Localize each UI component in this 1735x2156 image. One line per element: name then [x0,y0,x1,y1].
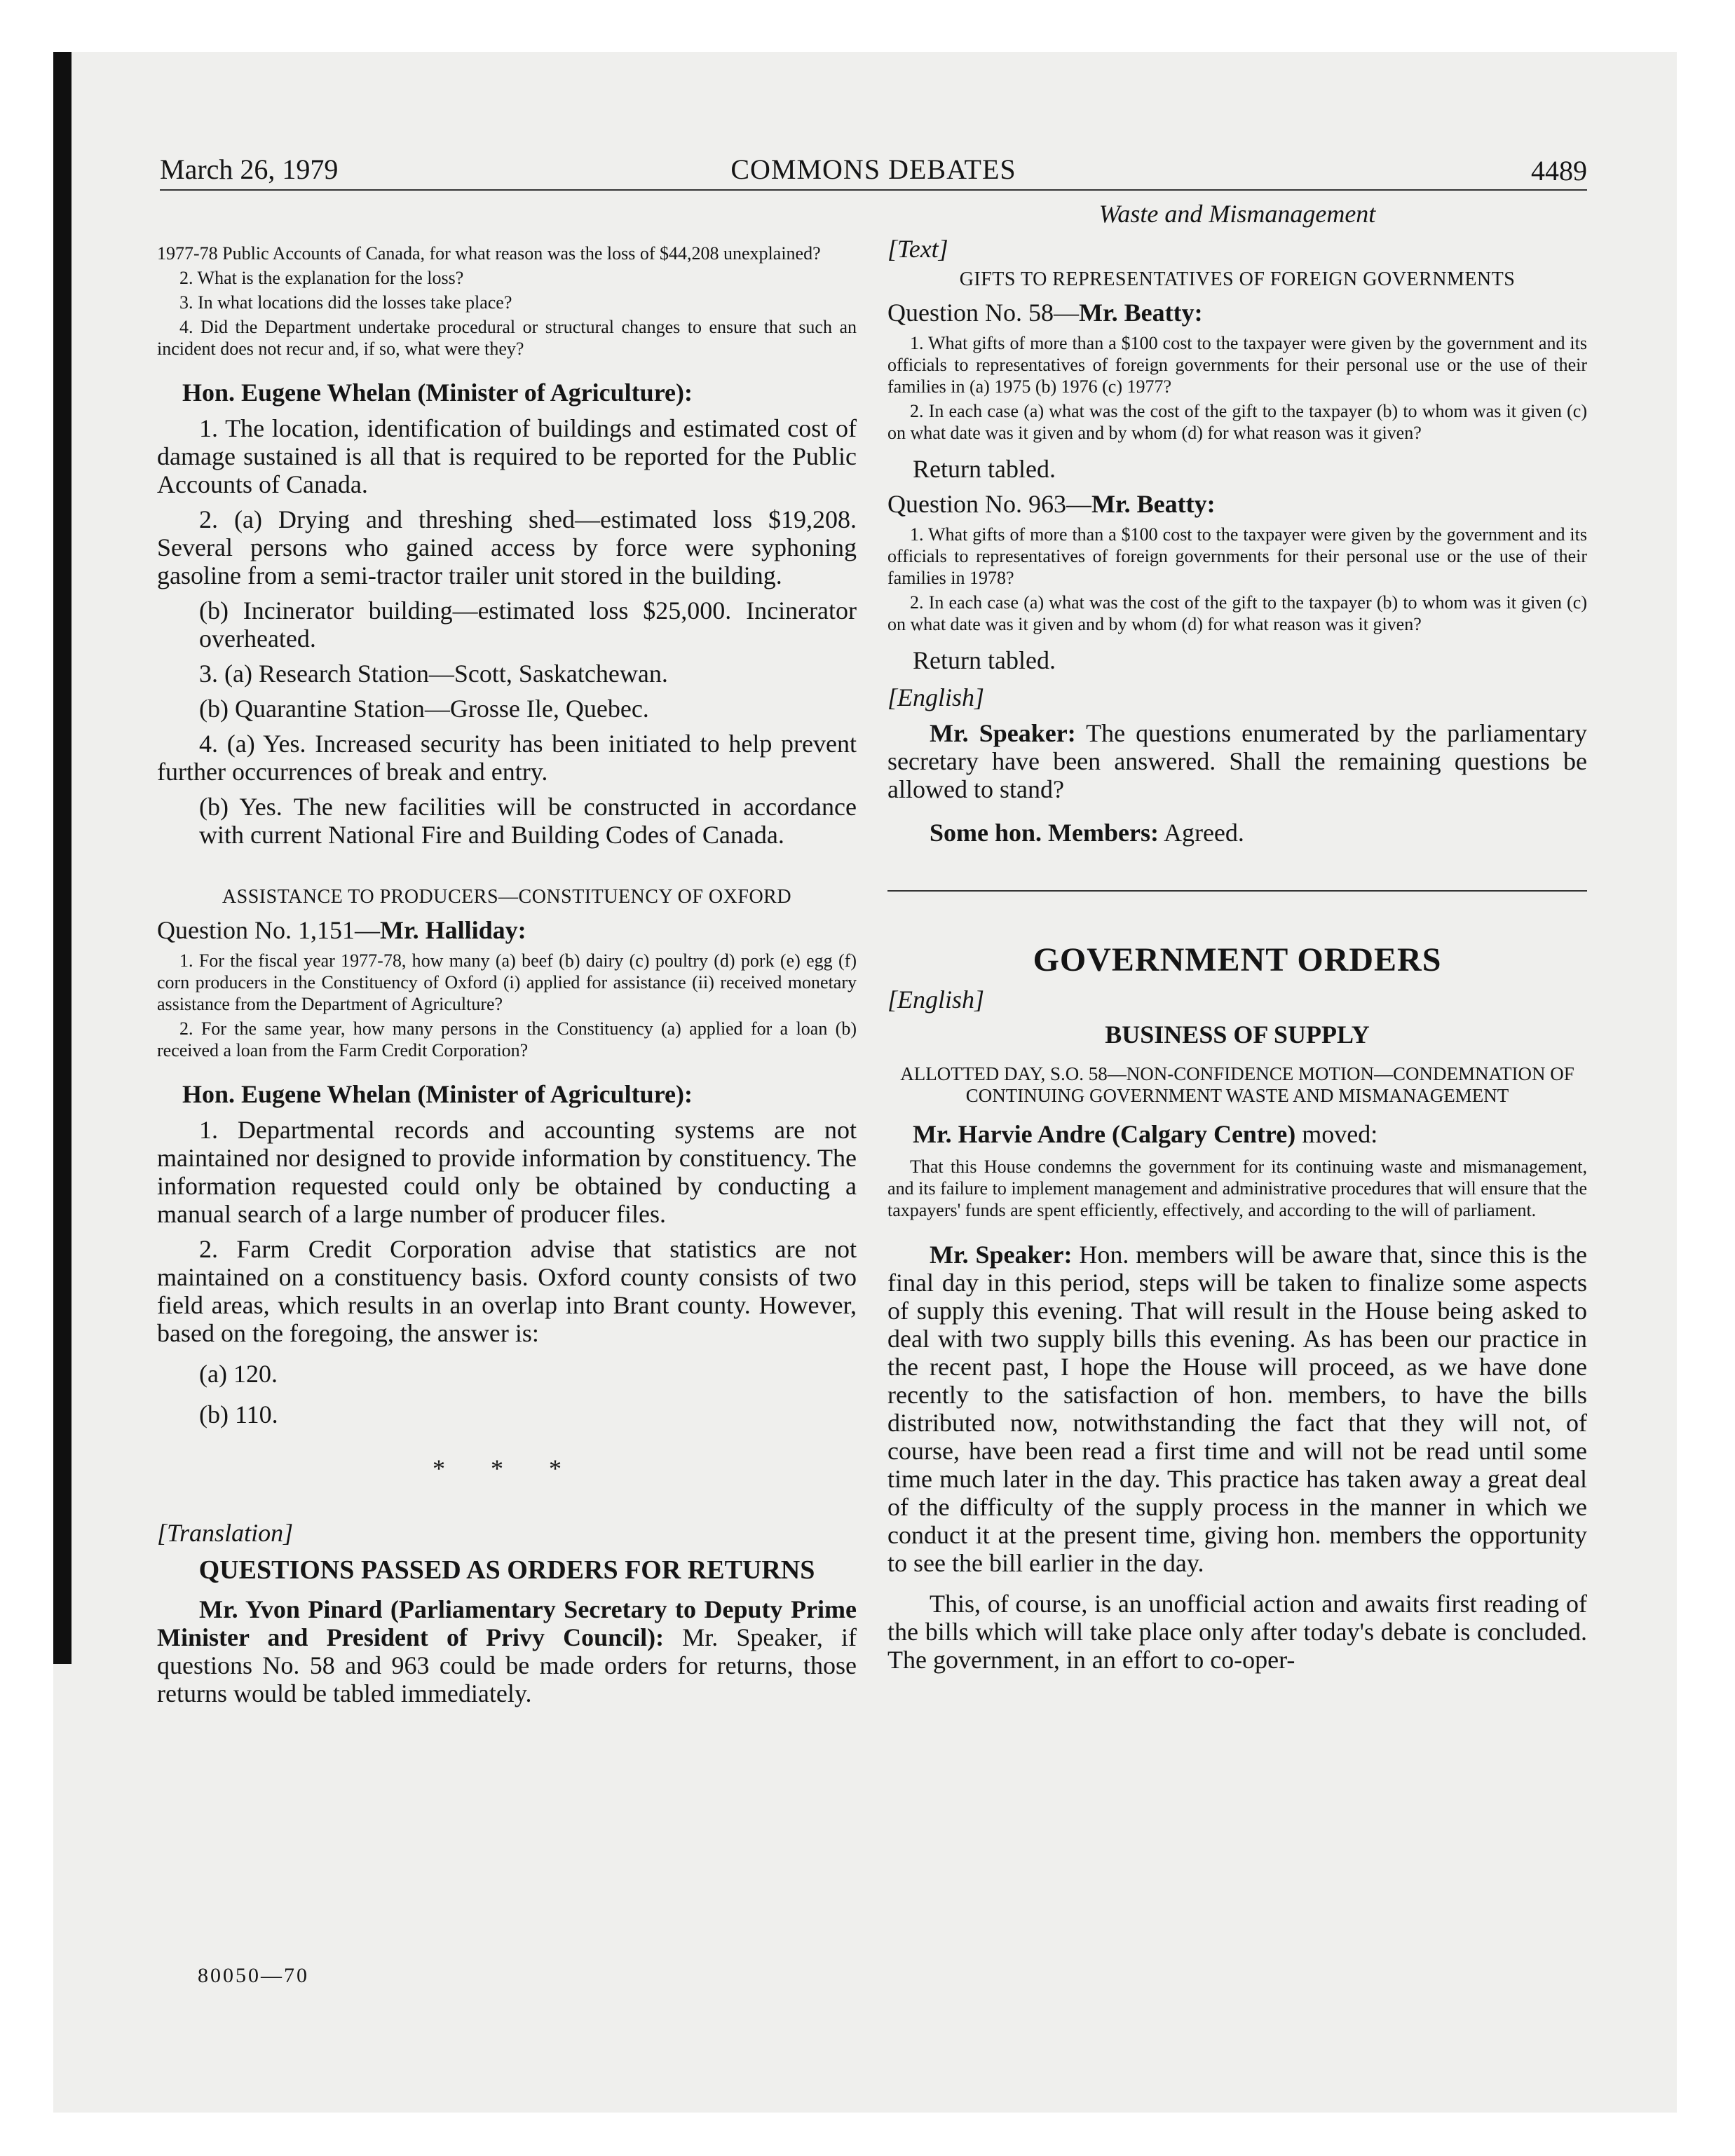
question-item: 1. What gifts of more than a $100 cost to the taxpayer were given by the government and its officials to representatives of foreign governments for their personal use or the use of their families in 1978? [887,524,1587,588]
question-label: Question No. 58— [887,299,1079,327]
question-item: 2. What is the explanation for the loss? [179,268,464,288]
speaker-name: Mr. Harvie Andre (Calgary Centre) [913,1120,1296,1148]
sub-heading: BUSINESS OF SUPPLY [1105,1021,1370,1049]
return-tabled: Return tabled. [913,646,1056,674]
speech-paragraph [887,1241,1587,1577]
page-header [160,147,1587,191]
answer-paragraph: (b) Quarantine Station—Grosse Ile, Quebec. [199,695,649,723]
section-heading: GIFTS TO REPRESENTATIVES OF FOREIGN GOVERNMENTS [959,268,1516,290]
answer-paragraph: 2. (a) Drying and threshing shed—estimated loss $19,208. Several persons who gained access by force were syphoning gasoline from a semi-tractor trailer unit stored in the building. [157,505,857,589]
question-item: 3. In what locations did the losses take place? [179,292,512,313]
speech-paragraph [887,719,1587,803]
speaker-name: Hon. Eugene Whelan (Minister of Agriculture): [182,1080,693,1108]
question-item: 1. What gifts of more than a $100 cost to the taxpayer were given by the government and its officials to representatives of foreign governments for their personal use or the use of their families in (a) 1975 (b) 1976 (c) 1977? [887,333,1587,397]
answer-paragraph: 2. Farm Credit Corporation advise that statistics are not maintained on a constituency basis. Oxford county consists of two field areas, which results in an overlap into Brant county. However, based on the foregoing, the answer is: [157,1235,857,1347]
question-item: 2. In each case (a) what was the cost of the gift to the taxpayer (b) to whom was it given (c) on what date was it given and by whom (d) for what reason was it given? [887,401,1587,443]
speech-text: Hon. members will be aware that, since this is the final day in this period, steps will be taken to finalize some aspects of supply this evening. That will result in the House being asked to deal with two supply bills this evening. As has been our practice in the recent past, I hope the House will proceed, as we have done recently to the satisfaction of hon. members, to have the bills distributed now, notwithstanding the fact that they will not, of course, have been read a first time and will not be read until some time much later in the day. This practice has taken away a great deal of the difficulty of the supply process in the manner in which we conduct it at the present time, giving hon. members the opportunity to see the bill earlier in the day. [887,1241,1587,1577]
mover-line [913,1119,1587,1149]
language-tag: [English] [887,683,985,711]
answer-paragraph: 4. (a) Yes. Increased security has been initiated to help prevent further occurrences of break and entry. [157,730,857,786]
answer-item: (b) 110. [199,1400,278,1428]
speech-text: Agreed. [1158,819,1244,847]
speaker-name: Hon. Eugene Whelan (Minister of Agriculture): [182,378,693,407]
question-item: 2. In each case (a) what was the cost of the gift to the taxpayer (b) to whom was it given (c) on what date was it given and by whom (d) for what reason was it given? [887,592,1587,634]
speech-text: The questions enumerated by the parliamentary secretary have been answered. Shall the remaining questions be allowed to stand? [887,719,1588,803]
question-member: Mr. Beatty: [1091,490,1216,518]
right-column [887,200,1588,1674]
language-tag: [English] [887,985,985,1014]
motion-title: ALLOTTED DAY, S.O. 58—NON-CONFIDENCE MOTION—CONDEMNATION OF CONTINUING GOVERNMENT WASTE AND MISMANAGEMENT [900,1063,1574,1106]
section-title: GOVERNMENT ORDERS [1033,941,1442,978]
question-item: 1. For the fiscal year 1977-78, how many (a) beef (b) dairy (c) poultry (d) pork (e) egg (f) corn producers in the Constituency of Oxford (i) applied for assistance (ii) received monetary assistance from the Department of Agriculture? [157,950,857,1014]
section-heading: ASSISTANCE TO PRODUCERS—CONSTITUENCY OF OXFORD [222,886,792,908]
language-tag: [Translation] [157,1519,294,1547]
speech-paragraph [887,819,1587,847]
speaker-name: Some hon. Members: [930,819,1159,847]
answer-paragraph: 1. The location, identification of buildings and estimated cost of damage sustained is all that is required to be reported for the Public Accounts of Canada. [157,414,857,498]
answer-paragraph: (b) Incinerator building—estimated loss $25,000. Incinerator overheated. [199,596,857,653]
question-heading [887,489,1587,519]
answer-paragraph: 1. Departmental records and accounting systems are not maintained nor designed to provide information by constituency. The information requested could only be obtained by conducting a manual search of a large number of producer files. [157,1116,857,1228]
question-member: Mr. Beatty: [1079,299,1203,327]
binding-edge [53,52,72,1664]
speaker-name: Mr. Speaker: [930,1241,1073,1269]
question-member: Mr. Halliday: [380,916,526,944]
speech-paragraph: This, of course, is an unofficial action and awaits first reading of the bills which will take place only after today's debate is concluded. The government, in an effort to co-oper- [887,1590,1587,1674]
moved-text: moved: [1295,1120,1378,1148]
horizontal-rule [887,890,1587,892]
question-continuation: 1977-78 Public Accounts of Canada, for what reason was the loss of $44,208 unexplained? [157,243,821,264]
question-heading [157,915,857,946]
motion-text: That this House condemns the government for its continuing waste and mismanagement, and its failure to implement management and administrative procedures that will ensure that the taxpayers' funds are spent efficiently, effectively, and according to the will of parliament. [887,1157,1587,1220]
question-label: Question No. 1,151— [157,916,380,944]
question-item: 4. Did the Department undertake procedural or structural changes to ensure that such an incident does not recur and, if so, what were they? [157,317,857,359]
section-separator: * * * [433,1454,581,1482]
section-heading: QUESTIONS PASSED AS ORDERS FOR RETURNS [198,1555,815,1585]
header-date: March 26, 1979 [160,153,339,185]
speaker-name: Mr. Speaker: [930,719,1076,747]
header-page-number: 4489 [1531,155,1587,186]
answer-paragraph: 3. (a) Research Station—Scott, Saskatchewan. [199,660,668,688]
question-label: Question No. 963— [887,490,1091,518]
footer-code: 80050—70 [198,1964,309,1987]
question-heading [887,297,1587,328]
running-head: Waste and Mismanagement [1098,200,1376,228]
speech-text: Mr. Speaker, if questions No. 58 and 963 could be made orders for returns, those returns would be tabled immediately. [157,1623,857,1707]
return-tabled: Return tabled. [913,455,1056,483]
header-title: COMMONS DEBATES [730,153,1016,185]
left-column [157,203,857,1707]
answer-paragraph: (b) Yes. The new facilities will be constructed in accordance with current National Fire and Building Codes of Canada. [199,793,857,849]
answer-item: (a) 120. [199,1360,278,1388]
language-tag: [Text] [887,235,948,263]
question-item: 2. For the same year, how many persons in the Constituency (a) applied for a loan (b) received a loan from the Farm Credit Corporation? [157,1018,857,1060]
speaker-name: Mr. Yvon Pinard (Parliamentary Secretary to Deputy Prime Minister and President of Privy Council): [157,1595,857,1651]
speech-paragraph [157,1595,857,1707]
